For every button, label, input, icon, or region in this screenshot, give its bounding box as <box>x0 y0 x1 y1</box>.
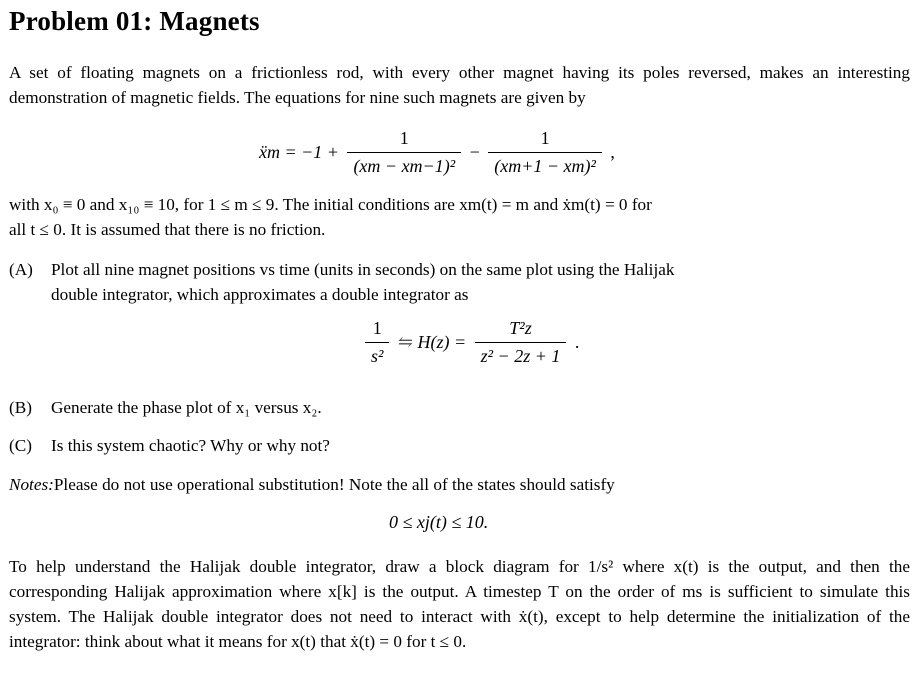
notes <box>9 472 910 497</box>
part-c-text: Is this system chaotic? Why or why not? <box>51 436 330 455</box>
part-a-line-2: double integrator, which approximates a double integrator as <box>51 285 469 304</box>
notes-label: Notes: <box>9 475 54 494</box>
term1-denominator: (xm − xm−1)² <box>347 152 461 177</box>
conditions-line-2: all t ≤ 0. It is assumed that there is no friction. <box>9 220 326 239</box>
conditions-line-1: with x₀ ≡ 0 and x₁₀ ≡ 10, for 1 ≤ m ≤ 9. The initial conditions are xm(t) = m and ẋm(t) = 0 for <box>9 195 652 214</box>
part-a <box>9 257 910 307</box>
halijak-equation <box>361 318 579 367</box>
part-a-label: (A) <box>9 260 33 279</box>
halijak-rhs-denominator: z² − 2z + 1 <box>475 342 567 367</box>
halijak-rhs-numerator: T²z <box>509 318 532 338</box>
halijak-lhs-denominator: s² <box>365 342 389 367</box>
halijak-lhs <box>365 318 389 367</box>
part-c <box>9 433 910 458</box>
halijak-mid: H(z) = <box>417 332 467 352</box>
part-b-label: (B) <box>9 398 32 417</box>
state-bound: 0 ≤ xj(t) ≤ 10. <box>389 512 489 532</box>
equation-term1 <box>347 128 461 177</box>
term2-denominator: (xm+1 − xm)² <box>488 152 602 177</box>
part-b <box>9 395 910 420</box>
equation-term2 <box>488 128 602 177</box>
term2-numerator: 1 <box>540 128 550 148</box>
part-a-line-1: Plot all nine magnet positions vs time (units in seconds) on the same plot using the Halijak <box>51 260 675 279</box>
equation-of-motion <box>259 128 615 177</box>
notes-text: Please do not use operational substitution! Note the all of the states should satisfy <box>53 475 615 494</box>
halijak-rhs <box>475 318 567 367</box>
problem-title: Problem 01: Magnets <box>9 6 260 36</box>
equation-minus: − <box>469 142 480 162</box>
halijak-arrow: ⇋ <box>397 332 413 352</box>
equation-lhs: ẍm = −1 + <box>259 142 339 162</box>
part-b-text: Generate the phase plot of x₁ versus x₂. <box>51 398 322 417</box>
intro-paragraph: A set of floating magnets on a frictionless rod, with every other magnet having its poles reversed, makes an interesting demonstration of magnetic fields. The equations for nine such magnets are given by <box>9 63 910 107</box>
halijak-lhs-numerator: 1 <box>372 318 382 338</box>
closing-paragraph: To help understand the Halijak double integrator, draw a block diagram for 1/s² where x(t) is the output, and then the corresponding Halijak approximation where x[k] is the output. A timestep T on the order of ms is sufficient to simulate this system. The Halijak double integrator does not need to interact with ẋ(t), except to help determine the initialization of the integrator: think about what it means for x(t) that ẋ(t) = 0 for t ≤ 0. <box>9 557 910 651</box>
equation-end: , <box>610 142 615 162</box>
halijak-end: . <box>574 332 580 352</box>
term1-numerator: 1 <box>399 128 409 148</box>
part-c-label: (C) <box>9 436 32 455</box>
